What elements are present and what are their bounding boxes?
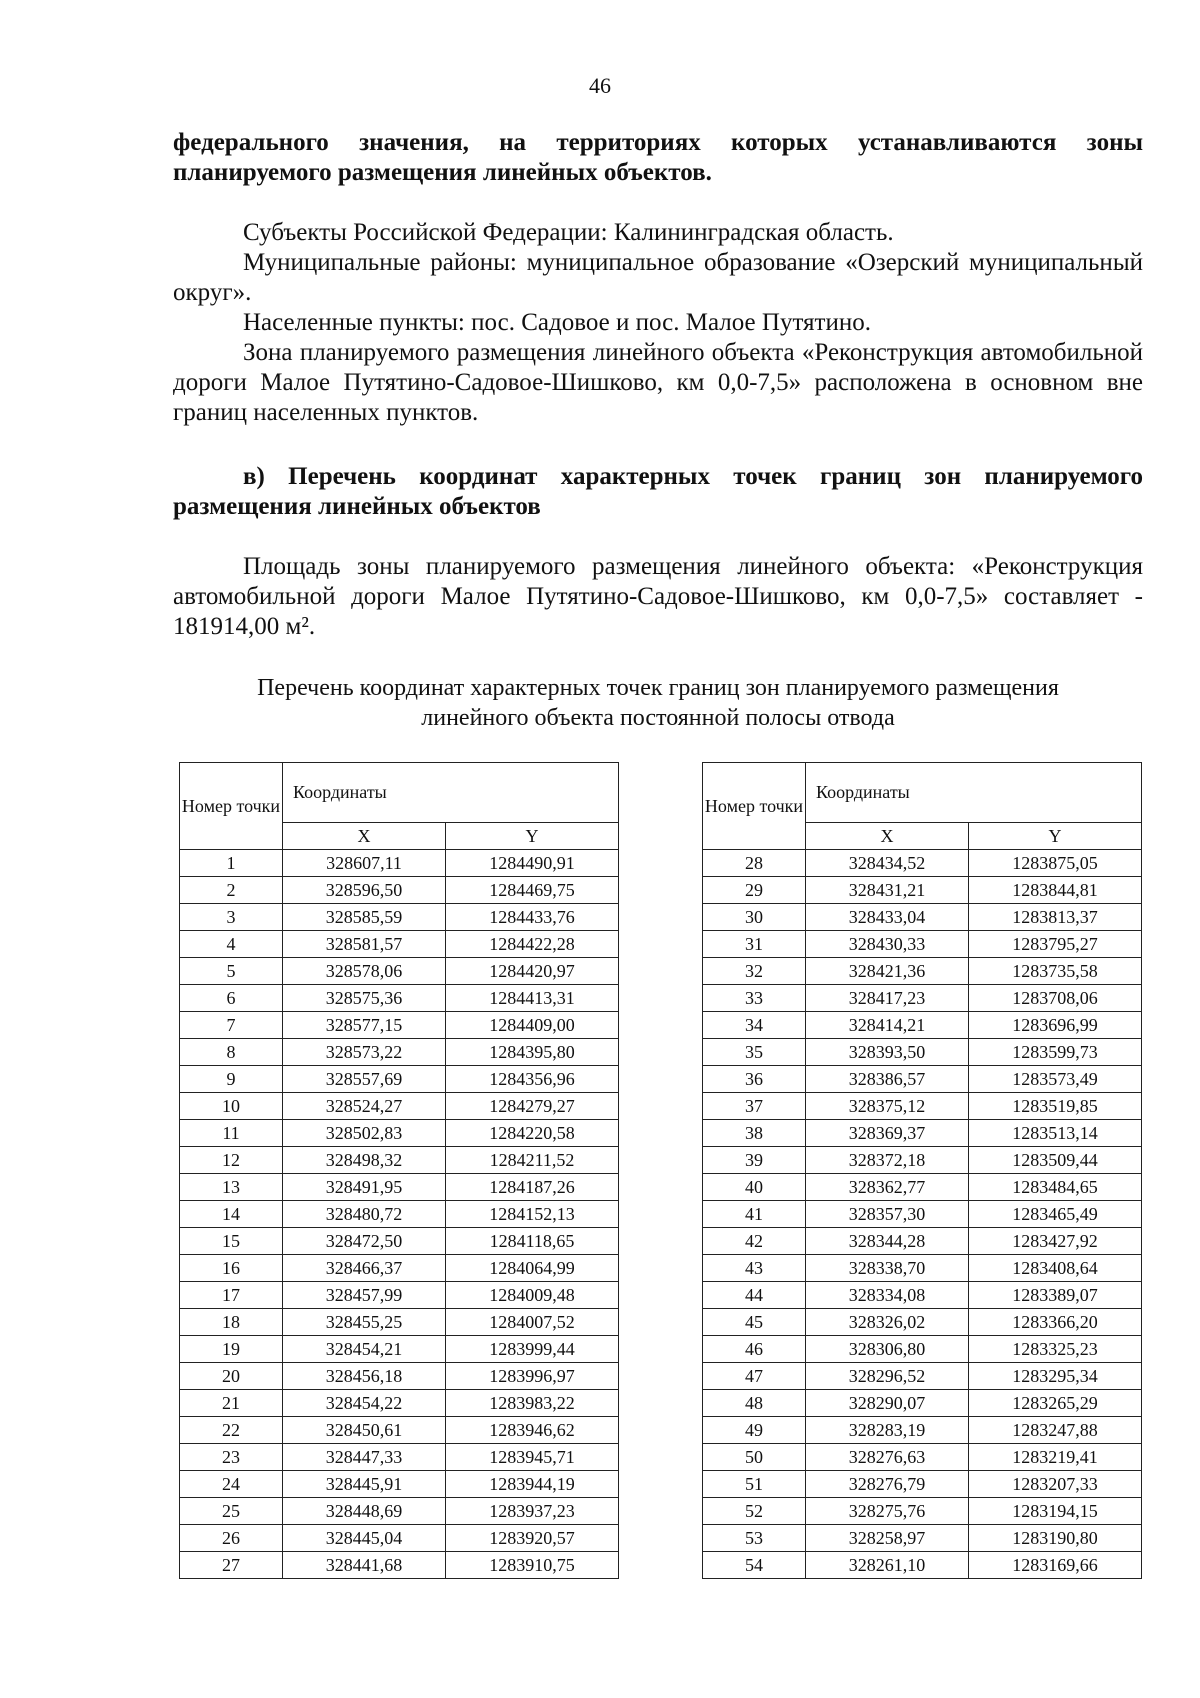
point-number-cell: 51 [703,1471,806,1498]
y-coordinate-cell: 1284118,65 [446,1228,619,1255]
x-coordinate-cell: 328369,37 [806,1120,969,1147]
point-number-cell: 5 [180,958,283,985]
table-row [180,1228,619,1255]
y-coordinate-cell: 1283946,62 [446,1417,619,1444]
y-coordinate-cell: 1283194,15 [969,1498,1142,1525]
y-coordinate-cell: 1283325,23 [969,1336,1142,1363]
table-row [703,1255,1142,1282]
table-row [180,1444,619,1471]
y-coordinate-cell: 1284187,26 [446,1174,619,1201]
y-coordinate-cell: 1284433,76 [446,904,619,931]
point-number-cell: 53 [703,1525,806,1552]
zone-location-paragraph: Зона планируемого размещения линейного объекта «Реконструкция автомобильной дороги Малое Путятино-Садовое-Шишково, км 0,0-7,5» расположена в основном вне границ населенных пунктов. [173,339,1143,426]
point-number-cell: 52 [703,1498,806,1525]
table-row [703,1147,1142,1174]
y-coordinate-cell: 1284009,48 [446,1282,619,1309]
table-row [703,1093,1142,1120]
table-row [180,1147,619,1174]
x-coordinate-cell: 328575,36 [283,985,446,1012]
point-number-cell: 28 [703,850,806,877]
point-number-cell: 54 [703,1552,806,1579]
point-number-cell: 12 [180,1147,283,1174]
point-number-cell: 9 [180,1066,283,1093]
x-coordinate-cell: 328585,59 [283,904,446,931]
y-coordinate-cell: 1284422,28 [446,931,619,958]
y-coordinate-cell: 1284356,96 [446,1066,619,1093]
point-number-cell: 50 [703,1444,806,1471]
point-number-cell: 47 [703,1363,806,1390]
y-coordinate-cell: 1283844,81 [969,877,1142,904]
y-coordinate-cell: 1283910,75 [446,1552,619,1579]
table-caption-line-2: линейного объекта постоянной полосы отвода [421,705,895,731]
point-number-cell: 8 [180,1039,283,1066]
point-number-cell: 49 [703,1417,806,1444]
y-coordinate-cell: 1284409,00 [446,1012,619,1039]
y-coordinate-cell: 1284152,13 [446,1201,619,1228]
y-coordinate-cell: 1283920,57 [446,1525,619,1552]
y-coordinate-cell: 1284279,27 [446,1093,619,1120]
y-coordinate-cell: 1284395,80 [446,1039,619,1066]
x-coordinate-cell: 328386,57 [806,1066,969,1093]
point-number-cell: 25 [180,1498,283,1525]
header-x: X [283,822,446,849]
y-coordinate-cell: 1284220,58 [446,1120,619,1147]
x-coordinate-cell: 328283,19 [806,1417,969,1444]
point-number-cell: 17 [180,1282,283,1309]
table-row [180,1012,619,1039]
table-row [180,1390,619,1417]
point-number-cell: 14 [180,1201,283,1228]
y-coordinate-cell: 1283945,71 [446,1444,619,1471]
table-row [703,931,1142,958]
x-coordinate-cell: 328306,80 [806,1336,969,1363]
x-coordinate-cell: 328454,22 [283,1390,446,1417]
y-coordinate-cell: 1284469,75 [446,877,619,904]
point-number-cell: 24 [180,1471,283,1498]
table-row [180,1498,619,1525]
table-row [180,1255,619,1282]
x-coordinate-cell: 328434,52 [806,850,969,877]
x-coordinate-cell: 328417,23 [806,985,969,1012]
point-number-cell: 6 [180,985,283,1012]
x-coordinate-cell: 328448,69 [283,1498,446,1525]
x-coordinate-cell: 328472,50 [283,1228,446,1255]
y-coordinate-cell: 1283696,99 [969,1012,1142,1039]
y-coordinate-cell: 1283207,33 [969,1471,1142,1498]
y-coordinate-cell: 1283389,07 [969,1282,1142,1309]
table-row [703,1336,1142,1363]
coordinates-table-left [179,762,619,1579]
point-number-cell: 11 [180,1120,283,1147]
x-coordinate-cell: 328457,99 [283,1282,446,1309]
x-coordinate-cell: 328431,21 [806,877,969,904]
point-number-cell: 26 [180,1525,283,1552]
x-coordinate-cell: 328338,70 [806,1255,969,1282]
x-coordinate-cell: 328296,52 [806,1363,969,1390]
table-row [703,1552,1142,1579]
x-coordinate-cell: 328414,21 [806,1012,969,1039]
point-number-cell: 46 [703,1336,806,1363]
header-x: X [806,822,969,849]
x-coordinate-cell: 328362,77 [806,1174,969,1201]
table-row [703,1174,1142,1201]
point-number-cell: 19 [180,1336,283,1363]
table-row [180,1336,619,1363]
table-row [180,850,619,877]
x-coordinate-cell: 328456,18 [283,1363,446,1390]
y-coordinate-cell: 1283169,66 [969,1552,1142,1579]
point-number-cell: 44 [703,1282,806,1309]
point-number-cell: 39 [703,1147,806,1174]
table-caption-line-1: Перечень координат характерных точек границ зон планируемого размещения [257,675,1059,701]
point-number-cell: 41 [703,1201,806,1228]
x-coordinate-cell: 328441,68 [283,1552,446,1579]
table-row [180,1093,619,1120]
table-row [180,1201,619,1228]
subjects-paragraph: Субъекты Российской Федерации: Калининградская область. [243,219,894,246]
point-number-cell: 15 [180,1228,283,1255]
y-coordinate-cell: 1283366,20 [969,1309,1142,1336]
table-row [703,1309,1142,1336]
x-coordinate-cell: 328357,30 [806,1201,969,1228]
y-coordinate-cell: 1283519,85 [969,1093,1142,1120]
point-number-cell: 34 [703,1012,806,1039]
y-coordinate-cell: 1283813,37 [969,904,1142,931]
x-coordinate-cell: 328375,12 [806,1093,969,1120]
x-coordinate-cell: 328326,02 [806,1309,969,1336]
table-row [703,1282,1142,1309]
point-number-cell: 48 [703,1390,806,1417]
section-heading-continued: федерального значения, на территориях которых устанавливаются зоны планируемого размещения линейных объектов. [173,129,1143,186]
x-coordinate-cell: 328290,07 [806,1390,969,1417]
location-paragraphs [173,218,1143,428]
table-row [703,985,1142,1012]
y-coordinate-cell: 1283735,58 [969,958,1142,985]
x-coordinate-cell: 328276,79 [806,1471,969,1498]
table-row [180,958,619,985]
y-coordinate-cell: 1284413,31 [446,985,619,1012]
point-number-cell: 42 [703,1228,806,1255]
table-row [703,1120,1142,1147]
x-coordinate-cell: 328447,33 [283,1444,446,1471]
table-row [703,1363,1142,1390]
x-coordinate-cell: 328491,95 [283,1174,446,1201]
x-coordinate-cell: 328275,76 [806,1498,969,1525]
x-coordinate-cell: 328596,50 [283,877,446,904]
table-row [703,1201,1142,1228]
point-number-cell: 1 [180,850,283,877]
y-coordinate-cell: 1284211,52 [446,1147,619,1174]
x-coordinate-cell: 328450,61 [283,1417,446,1444]
table-row [180,1471,619,1498]
y-coordinate-cell: 1283937,23 [446,1498,619,1525]
header-y: Y [446,822,619,849]
x-coordinate-cell: 328466,37 [283,1255,446,1282]
header-point-number: Номер точки [180,763,283,850]
municipal-districts-paragraph: Муниципальные районы: муниципальное образование «Озерский муниципальный округ». [173,249,1143,306]
x-coordinate-cell: 328480,72 [283,1201,446,1228]
table-caption [173,673,1143,733]
y-coordinate-cell: 1284490,91 [446,850,619,877]
coordinates-table-right [702,762,1142,1579]
table-row [703,958,1142,985]
point-number-cell: 21 [180,1390,283,1417]
x-coordinate-cell: 328372,18 [806,1147,969,1174]
x-coordinate-cell: 328573,22 [283,1039,446,1066]
y-coordinate-cell: 1283295,34 [969,1363,1142,1390]
y-coordinate-cell: 1283983,22 [446,1390,619,1417]
x-coordinate-cell: 328445,91 [283,1471,446,1498]
x-coordinate-cell: 328557,69 [283,1066,446,1093]
point-number-cell: 32 [703,958,806,985]
table-row [703,1012,1142,1039]
header-coordinates: Координаты [283,763,619,823]
y-coordinate-cell: 1283190,80 [969,1525,1142,1552]
y-coordinate-cell: 1283573,49 [969,1066,1142,1093]
x-coordinate-cell: 328430,33 [806,931,969,958]
x-coordinate-cell: 328578,06 [283,958,446,985]
y-coordinate-cell: 1284007,52 [446,1309,619,1336]
x-coordinate-cell: 328433,04 [806,904,969,931]
x-coordinate-cell: 328455,25 [283,1309,446,1336]
x-coordinate-cell: 328445,04 [283,1525,446,1552]
y-coordinate-cell: 1283875,05 [969,850,1142,877]
point-number-cell: 38 [703,1120,806,1147]
point-number-cell: 45 [703,1309,806,1336]
area-paragraph: Площадь зоны планируемого размещения линейного объекта: «Реконструкция автомобильной дороги Малое Путятино-Садовое-Шишково, км 0,0-7,5» составляет - 181914,00 м². [173,553,1143,640]
point-number-cell: 30 [703,904,806,931]
x-coordinate-cell: 328581,57 [283,931,446,958]
y-coordinate-cell: 1283484,65 [969,1174,1142,1201]
point-number-cell: 16 [180,1255,283,1282]
table-row [703,1525,1142,1552]
y-coordinate-cell: 1284420,97 [446,958,619,985]
page-number: 46 [589,73,611,98]
table-row [180,1174,619,1201]
point-number-cell: 22 [180,1417,283,1444]
point-number-cell: 23 [180,1444,283,1471]
table-row [703,1444,1142,1471]
x-coordinate-cell: 328276,63 [806,1444,969,1471]
point-number-cell: 3 [180,904,283,931]
header-coordinates: Координаты [806,763,1142,823]
y-coordinate-cell: 1283996,97 [446,1363,619,1390]
table-row [703,1498,1142,1525]
y-coordinate-cell: 1284064,99 [446,1255,619,1282]
point-number-cell: 29 [703,877,806,904]
y-coordinate-cell: 1283219,41 [969,1444,1142,1471]
y-coordinate-cell: 1283944,19 [446,1471,619,1498]
table-row [180,985,619,1012]
table-row [703,850,1142,877]
point-number-cell: 36 [703,1066,806,1093]
x-coordinate-cell: 328261,10 [806,1552,969,1579]
point-number-cell: 10 [180,1093,283,1120]
point-number-cell: 40 [703,1174,806,1201]
y-coordinate-cell: 1283408,64 [969,1255,1142,1282]
table-row [180,1120,619,1147]
point-number-cell: 7 [180,1012,283,1039]
table-row [180,1363,619,1390]
table-row [703,1228,1142,1255]
y-coordinate-cell: 1283465,49 [969,1201,1142,1228]
table-row [180,1309,619,1336]
table-row [703,1471,1142,1498]
header-y: Y [969,822,1142,849]
table-row [180,1417,619,1444]
y-coordinate-cell: 1283708,06 [969,985,1142,1012]
table-row [180,1552,619,1579]
point-number-cell: 37 [703,1093,806,1120]
y-coordinate-cell: 1283999,44 [446,1336,619,1363]
x-coordinate-cell: 328498,32 [283,1147,446,1174]
settlements-paragraph: Населенные пункты: пос. Садовое и пос. Малое Путятино. [243,309,871,336]
y-coordinate-cell: 1283265,29 [969,1390,1142,1417]
point-number-cell: 13 [180,1174,283,1201]
y-coordinate-cell: 1283509,44 [969,1147,1142,1174]
y-coordinate-cell: 1283599,73 [969,1039,1142,1066]
point-number-cell: 43 [703,1255,806,1282]
x-coordinate-cell: 328421,36 [806,958,969,985]
table-row [703,904,1142,931]
table-row [180,877,619,904]
x-coordinate-cell: 328577,15 [283,1012,446,1039]
point-number-cell: 27 [180,1552,283,1579]
point-number-cell: 20 [180,1363,283,1390]
x-coordinate-cell: 328454,21 [283,1336,446,1363]
table-row [180,904,619,931]
point-number-cell: 18 [180,1309,283,1336]
x-coordinate-cell: 328258,97 [806,1525,969,1552]
table-row [180,1282,619,1309]
point-number-cell: 2 [180,877,283,904]
header-point-number: Номер точки [703,763,806,850]
table-row [703,1039,1142,1066]
table-row [180,931,619,958]
x-coordinate-cell: 328334,08 [806,1282,969,1309]
point-number-cell: 35 [703,1039,806,1066]
point-number-cell: 4 [180,931,283,958]
section-heading-coordinates: в) Перечень координат характерных точек границ зон планируемого размещения линейных объектов [173,463,1143,520]
x-coordinate-cell: 328524,27 [283,1093,446,1120]
x-coordinate-cell: 328502,83 [283,1120,446,1147]
table-row [180,1066,619,1093]
x-coordinate-cell: 328344,28 [806,1228,969,1255]
point-number-cell: 33 [703,985,806,1012]
table-row [703,877,1142,904]
table-row [703,1417,1142,1444]
table-row [180,1039,619,1066]
y-coordinate-cell: 1283247,88 [969,1417,1142,1444]
y-coordinate-cell: 1283427,92 [969,1228,1142,1255]
table-row [703,1390,1142,1417]
table-row [703,1066,1142,1093]
table-row [180,1525,619,1552]
x-coordinate-cell: 328607,11 [283,850,446,877]
y-coordinate-cell: 1283513,14 [969,1120,1142,1147]
point-number-cell: 31 [703,931,806,958]
y-coordinate-cell: 1283795,27 [969,931,1142,958]
x-coordinate-cell: 328393,50 [806,1039,969,1066]
